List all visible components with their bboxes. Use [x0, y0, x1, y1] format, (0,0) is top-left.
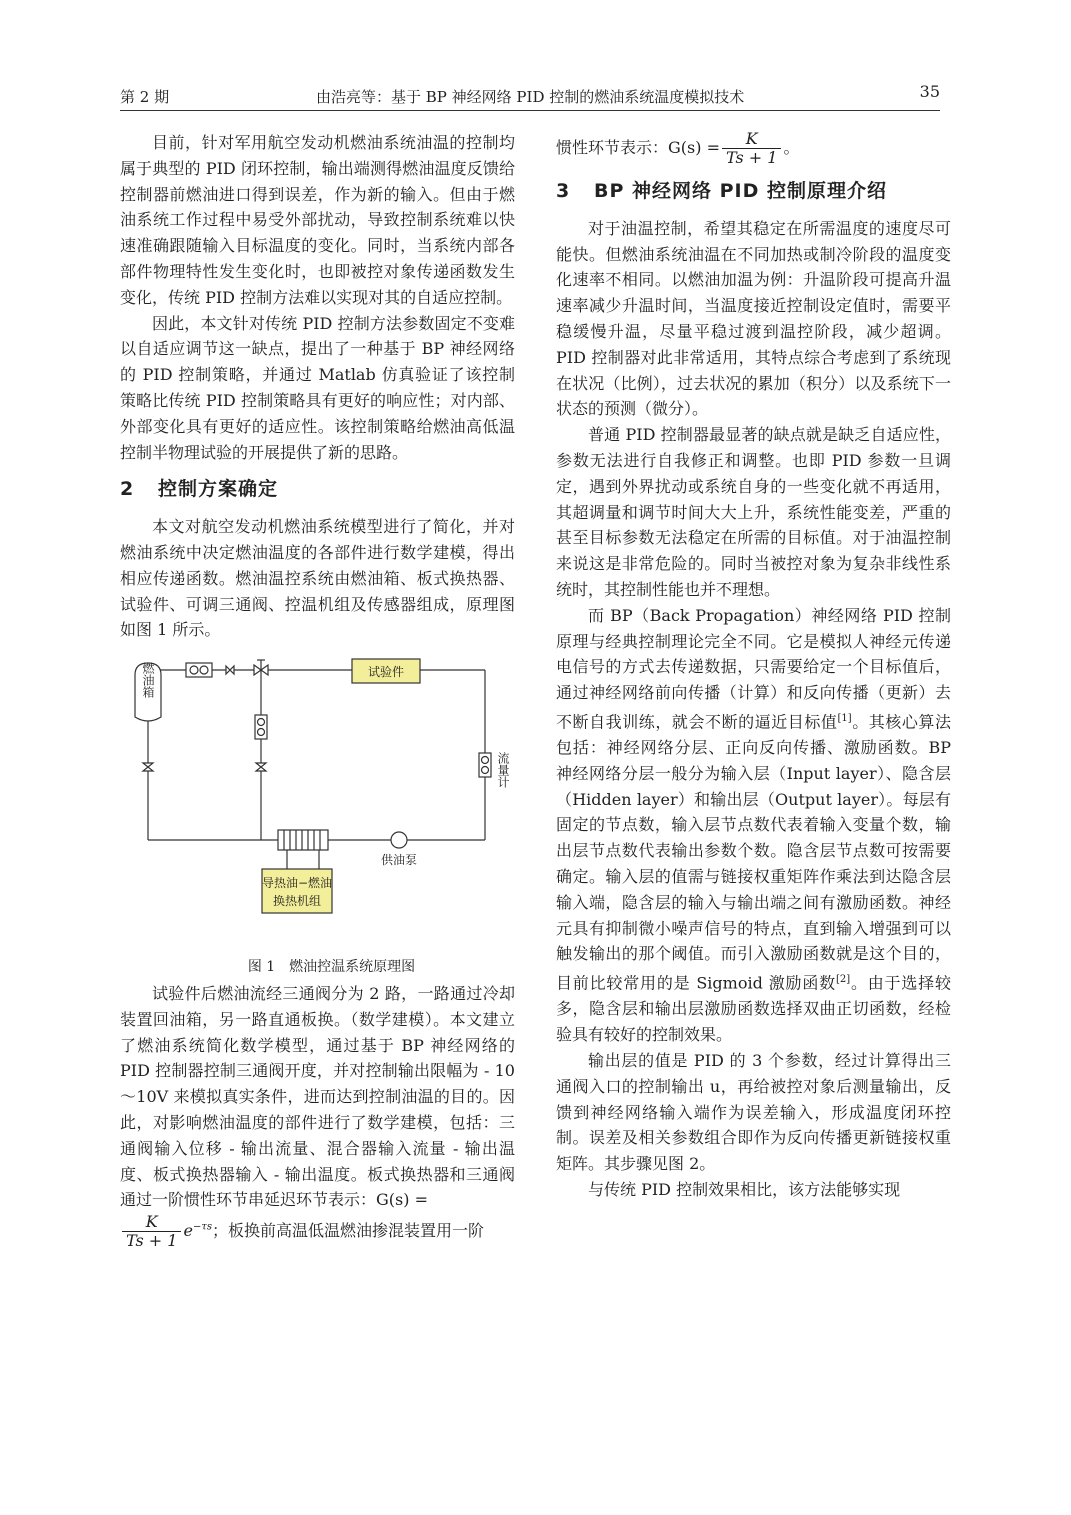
- paragraph-text: 。由于选择较多，隐含层和输出层激励函数选择双曲正切函数，经检验具有较好的控制效果。: [556, 973, 951, 1045]
- heat-exchanger-label-2: 换热机组: [272, 894, 322, 909]
- figure-caption: 图 1 燃油控温系统原理图: [247, 959, 416, 976]
- exponent-base: e: [183, 1221, 193, 1241]
- citation: [2]: [835, 974, 851, 986]
- flowmeter-label: 流量计: [496, 752, 510, 789]
- fuel-system-diagram: [130, 655, 515, 930]
- denominator: Ts + 1: [126, 1231, 178, 1251]
- section-title: 控制方案确定: [158, 478, 279, 501]
- figure-1: [120, 655, 515, 955]
- numerator: K: [722, 130, 781, 149]
- paragraph-text: 而 BP（Back Propagation）神经网络 PID 控制原理与经典控制理论完全不同。它是模拟人神经元传递电信号的方式去传递数据，只需要给定一个目标值后，通过神经网络前向传播（计算）和反向传播（更新）去不断自我训练，就会不断的逼近目标值: [556, 605, 951, 732]
- heat-exchanger-label-1: 导热油−燃油: [261, 876, 333, 891]
- test-piece-label: 试验件: [367, 665, 405, 680]
- right-column: [556, 130, 951, 1203]
- paragraph-text: 。其核心算法包括：神经网络分层、正向反向传播、激励函数。BP 神经网络分层一般分为输入层（Input layer）、隐含层（Hidden layer）和输出层（Output layer）。每层有固定的节点数，输入层节点数代表着输入变量个数，输出层节点数代表输出参数个数。隐含层节点数可按需要确定。输入层的值需与链接权重矩阵作乘法到达隐含层输入端，隐含层的输入与输出端之间有激励函数。神经元具有抑制微小噪声信号的特点，直到输入增强到可以触发输出的那个阈值。而引入激励函数就是这个目的，目前比较常用的是 Sigmoid 激励函数: [556, 712, 951, 993]
- pump-label: 供油泵: [380, 853, 418, 868]
- paragraph: 本文对航空发动机燃油系统模型进行了简化，并对燃油系统中决定燃油温度的各部件进行数学建模，得出相应传递函数。燃油温控系统由燃油箱、板式换热器、试验件、可调三通阀、控温机组及传感器组成，原理图如图 1 所示。: [120, 517, 515, 640]
- paragraph: 对于油温控制，希望其稳定在所需温度的速度尽可能快。但燃油系统油温在不同加热或制冷阶段的温度变化速率不相同。以燃油加温为例：升温阶段可提高升温速率减少升温时间，当温度接近控制设定值时，需要平稳缓慢升温，尽量平稳过渡到温控阶段，减少超调。PID 控制器对此非常适用，其特点综合考虑到了系统现在状况（比例），过去状况的累加（积分）以及系统下一状态的预测（微分）。: [556, 218, 951, 419]
- fraction: [122, 1213, 181, 1250]
- running-title: 由浩亮等：基于 BP 神经网络 PID 控制的燃油系统温度模拟技术: [316, 88, 745, 106]
- paragraph: 与传统 PID 控制效果相比，该方法能够实现: [588, 1179, 901, 1199]
- tank-label: 燃油箱: [141, 662, 155, 699]
- header-rule: [120, 110, 940, 111]
- running-header: [120, 84, 940, 108]
- equation-line: [556, 130, 951, 167]
- denominator: Ts + 1: [725, 148, 778, 167]
- paragraph: 因此，本文针对传统 PID 控制方法参数固定不变难以自适应调节这一缺点，提出了一种基于 BP 神经网络的 PID 控制策略，并通过 Matlab 仿真验证了该控制策略比传统 PID 控制策略具有更好的响应性；对内部、外部变化具有更好的适应性。该控制策略给燃油高低温控制半物理试验的开展提供了新的思路。: [120, 313, 515, 462]
- paragraph: 目前，针对军用航空发动机燃油系统油温的控制均属于典型的 PID 闭环控制，输出端测得燃油温度反馈给控制器前燃油进口得到误差，作为新的输入。但由于燃油系统工作过程中易受外部扰动，导致控制系统难以快速准确跟随输入目标温度的变化。同时，当系统内部各部件物理特性发生变化时，也即被控对象传递函数发生变化，传统 PID 控制方法难以实现对其的自适应控制。: [120, 133, 515, 307]
- paragraph: 输出层的值是 PID 的 3 个参数，经过计算得出三通阀入口的控制输出 u，再给被控对象后测量输出，反馈到神经网络输入端作为误差输入，形成温度闭环控制。误差及相关参数组合即作为反向传播更新链接权重矩阵。其步骤见图 2。: [556, 1050, 951, 1174]
- section-title: BP 神经网络 PID 控制原理介绍: [594, 180, 888, 202]
- equation-line: [120, 1213, 515, 1250]
- paragraph-text: 。: [783, 138, 800, 157]
- paragraph-text: ；板换前高温低温燃油掺混装置用一阶: [212, 1221, 485, 1241]
- paragraph: [556, 603, 951, 1048]
- section-number: 3: [556, 180, 571, 202]
- page-number: 35: [919, 82, 940, 101]
- paragraph-text: 惯性环节表示：G(s) =: [556, 138, 720, 157]
- issue-number: 第 2 期: [120, 88, 170, 106]
- paragraph: 普通 PID 控制器最显著的缺点就是缺乏自适应性，参数无法进行自我修正和调整。也即 PID 参数一旦调定，遇到外界扰动或系统自身的一些变化就不再适用，其超调量和调节时间大大上升，系统性能变差，严重的甚至目标参数无法稳定在所需的目标值。对于油温控制来说这是非常危险的。同时当被控对象为复杂非线性系统时，其控制性能也并不理想。: [556, 425, 951, 599]
- citation: [1]: [837, 712, 852, 724]
- section-number: 2: [120, 478, 135, 501]
- numerator: K: [122, 1213, 181, 1232]
- paragraph: [120, 981, 515, 1213]
- fraction: [722, 130, 781, 167]
- left-column: [120, 130, 515, 1250]
- section-heading: [556, 179, 951, 205]
- section-heading: [120, 477, 515, 503]
- paragraph-text: 试验件后燃油流经三通阀分为 2 路，一路通过冷却装置回油箱，另一路直通板换。（数学建模）。本文建立了燃油系统简化数学模型，通过基于 BP 神经网络的 PID 控制器控制三通阀开度，并对控制输出限幅为 - 10～10V 来模拟真实条件，进而达到控制油温的目的。因此，对影响燃油温度的部件进行了数学建模，包括：三通阀输入位移 - 输出流量、混合器输入流量 - 输出温度、板式换热器输入 - 输出温度。板式换热器和三通阀通过一阶惯性环节串延迟环节表示：G(s) =: [120, 983, 515, 1210]
- exponent: −τs: [192, 1221, 212, 1233]
